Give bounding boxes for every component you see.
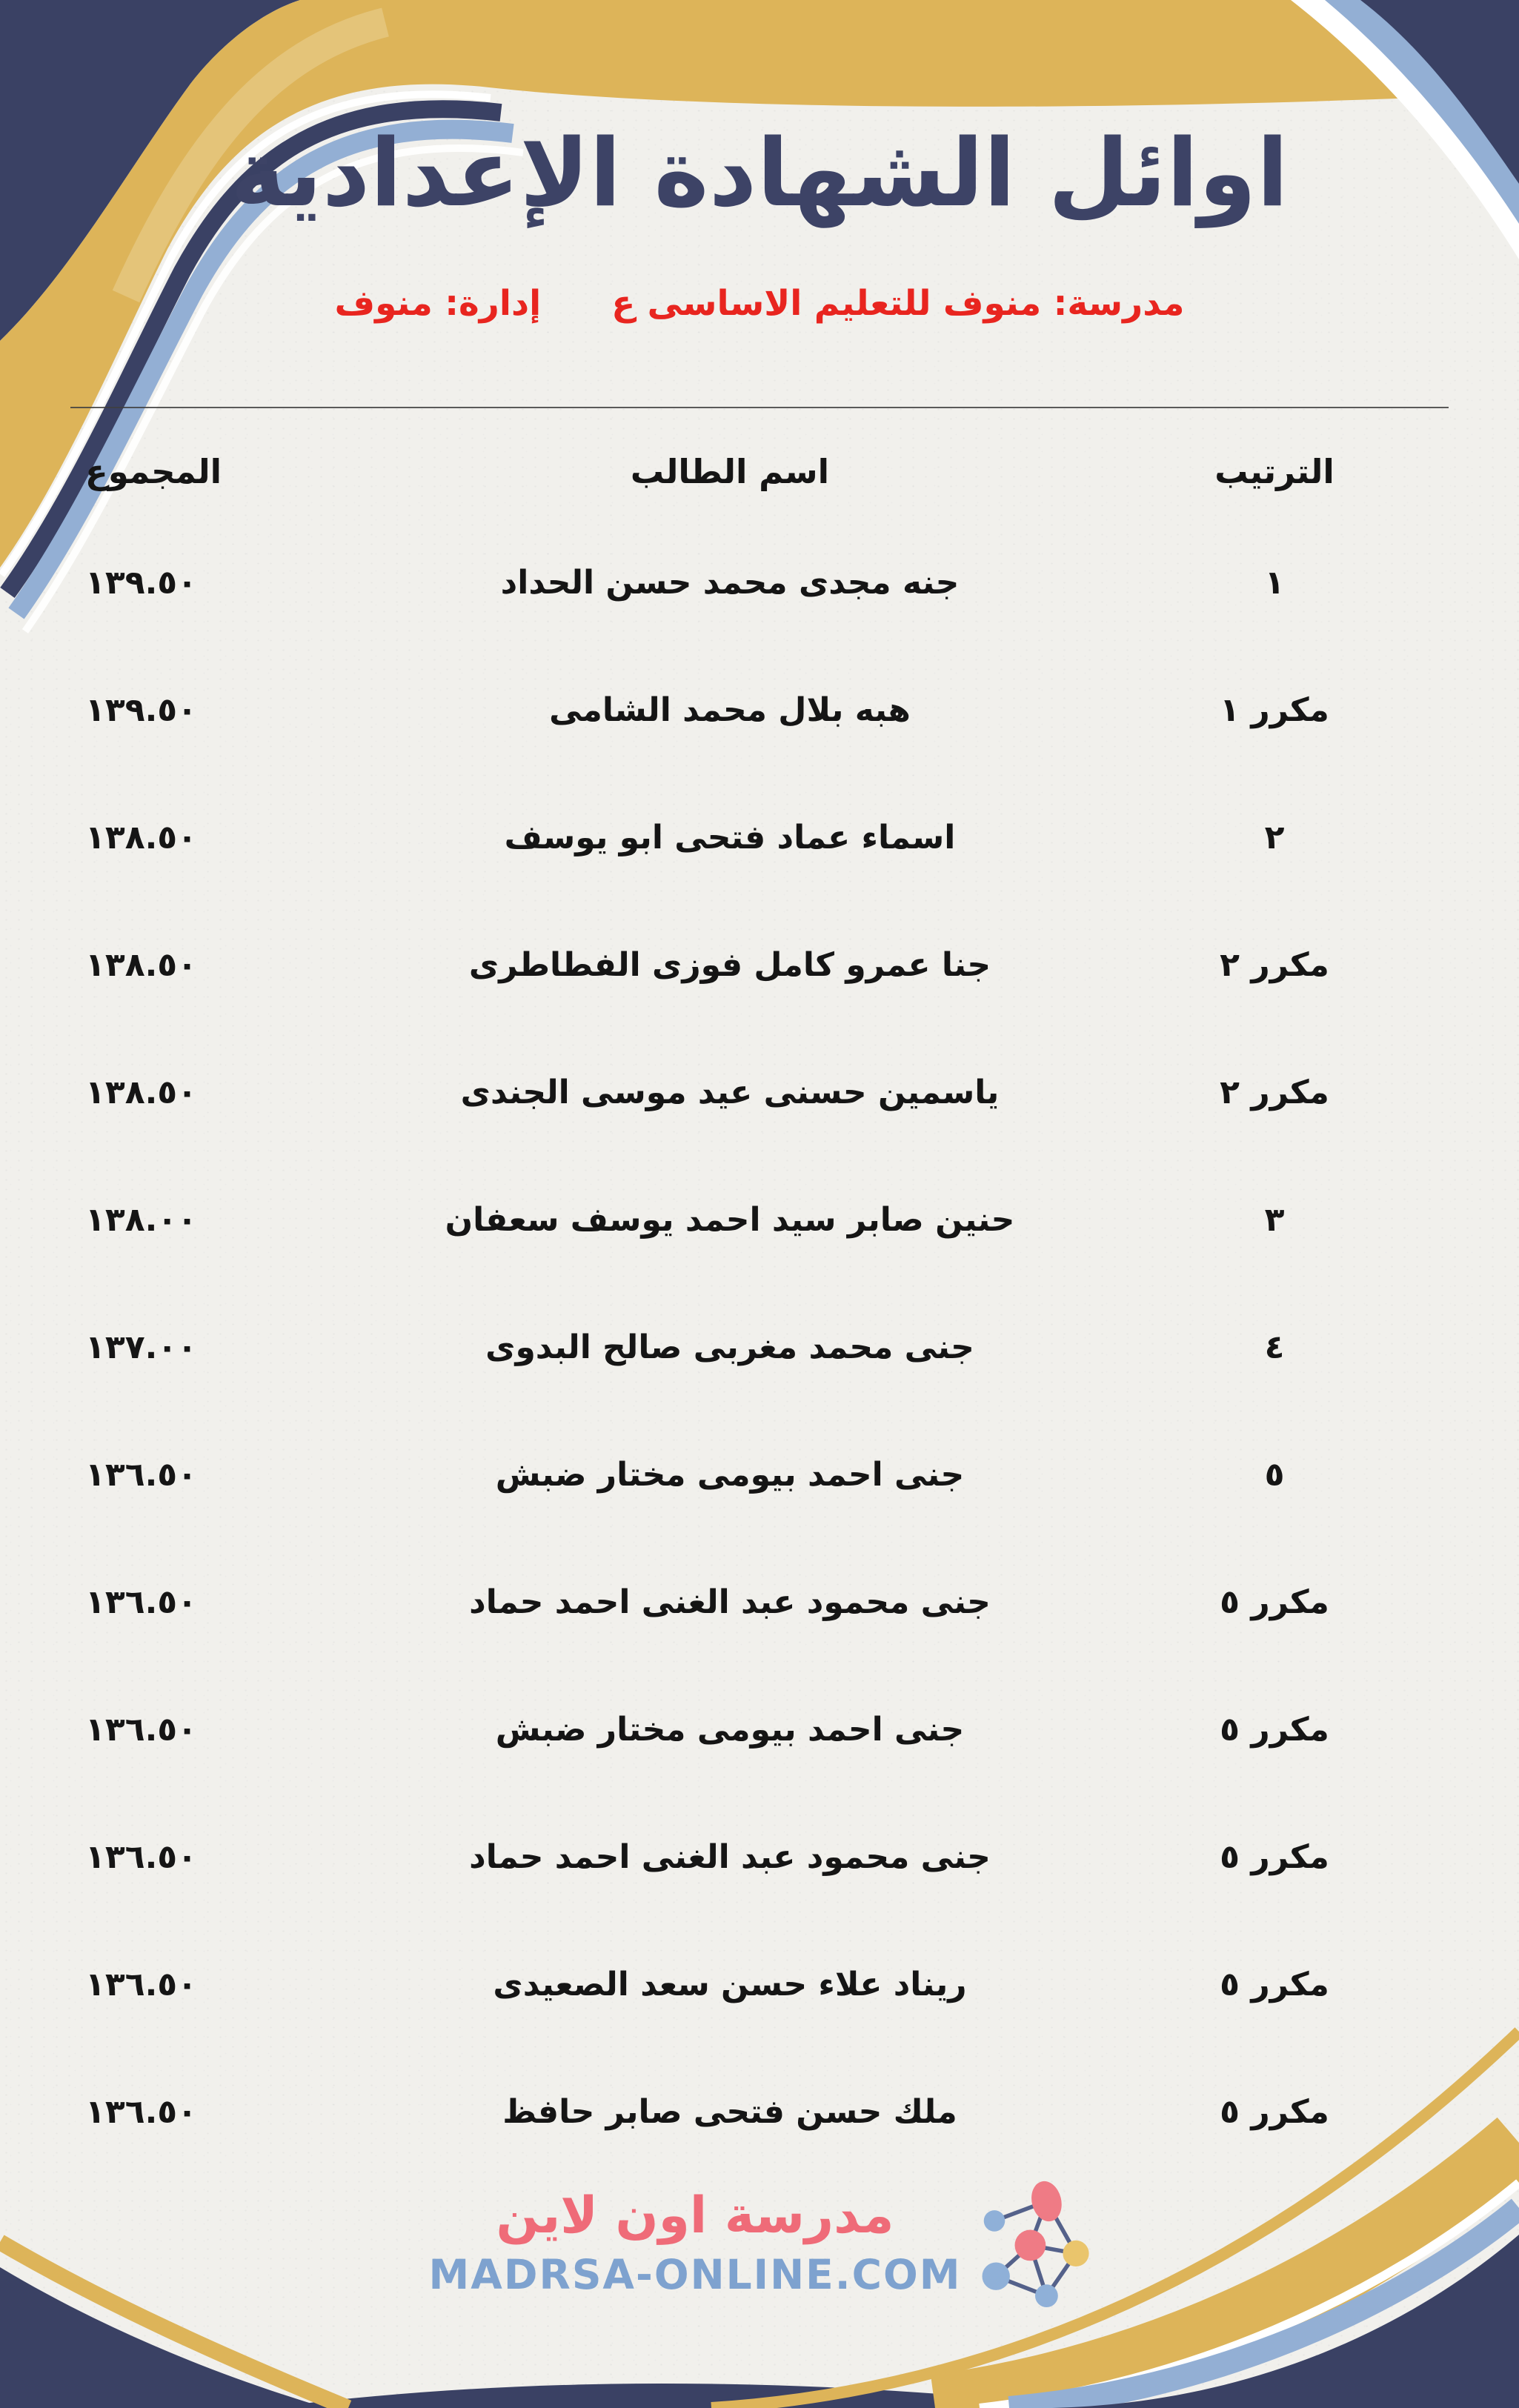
name-cell: ياسمين حسنى عيد موسى الجندى — [460, 1073, 1000, 1111]
rank-cell: مكرر ٥ — [1220, 2092, 1329, 2131]
table-header-row — [52, 424, 1467, 519]
table-row — [52, 901, 1467, 1028]
rank-cell: ٤ — [1264, 1328, 1285, 1366]
total-cell: ١٣٨.٠٠ — [85, 1200, 197, 1239]
total-cell: ١٣٦.٥٠ — [85, 1710, 197, 1749]
name-cell: جنا عمرو كامل فوزى الفطاطرى — [468, 945, 991, 984]
network-logo-icon — [980, 2177, 1090, 2307]
table-row — [52, 1283, 1467, 1411]
total-cell: ١٣٦.٥٠ — [85, 1837, 197, 1876]
table-row — [52, 1411, 1467, 1538]
table-row — [52, 774, 1467, 901]
name-cell: حنين صابر سيد احمد يوسف سعفان — [445, 1200, 1015, 1239]
total-cell: ١٣٩.٥٠ — [85, 563, 197, 602]
rank-cell: مكرر ٥ — [1220, 1837, 1329, 1876]
name-cell: جنى محمد مغربى صالح البدوى — [485, 1328, 974, 1366]
rank-cell: مكرر ٥ — [1220, 1710, 1329, 1749]
name-cell: ريناد علاء حسن سعد الصعيدى — [493, 1965, 967, 2003]
total-cell: ١٣٩.٥٠ — [85, 691, 197, 729]
rank-cell: ٢ — [1264, 818, 1285, 857]
table-row — [52, 1538, 1467, 1666]
logo-arabic-text: مدرسة اون لاين — [496, 2186, 894, 2245]
total-cell: ١٣٦.٥٠ — [85, 1455, 197, 1494]
name-cell: جنه مجدى محمد حسن الحداد — [500, 563, 960, 602]
total-cell: ١٣٦.٥٠ — [85, 2092, 197, 2131]
rank-cell: مكرر ١ — [1220, 691, 1329, 729]
total-cell: ١٣٦.٥٠ — [85, 1583, 197, 1621]
name-cell: جنى احمد بيومى مختار ضبش — [495, 1710, 965, 1749]
rank-cell: ١ — [1264, 563, 1285, 602]
total-cell: ١٣٦.٥٠ — [85, 1965, 197, 2003]
total-cell: ١٣٨.٥٠ — [85, 945, 197, 984]
name-cell: جنى محمود عبد الغنى احمد حماد — [469, 1837, 991, 1876]
table-row — [52, 646, 1467, 774]
name-cell: ملك حسن فتحى صابر حافظ — [502, 2092, 957, 2131]
logo-english-text: MADRSA-ONLINE.COM — [428, 2250, 962, 2298]
page-title: اوائل الشهادة الإعدادية — [230, 119, 1289, 227]
table-row — [52, 1920, 1467, 2048]
school-label: مدرسة: منوف للتعليم الاساسى ع — [611, 283, 1185, 324]
total-cell: ١٣٨.٥٠ — [85, 818, 197, 857]
header-total: المجموع — [85, 451, 222, 491]
total-cell: ١٣٨.٥٠ — [85, 1073, 197, 1111]
logo-text-block — [429, 2186, 962, 2298]
header-rank: الترتيب — [1214, 451, 1334, 491]
rank-cell: مكرر ٢ — [1220, 945, 1329, 984]
results-table — [0, 424, 1519, 2175]
rank-cell: مكرر ٥ — [1220, 1583, 1329, 1621]
table-row — [52, 519, 1467, 646]
rank-cell: مكرر ٢ — [1220, 1073, 1329, 1111]
name-cell: اسماء عماد فتحى ابو يوسف — [504, 818, 956, 857]
header-name: اسم الطالب — [630, 451, 830, 491]
rank-cell: ٥ — [1264, 1455, 1285, 1494]
table-row — [52, 1793, 1467, 1920]
table-row — [52, 1666, 1467, 1793]
table-row — [52, 1156, 1467, 1283]
subtitle — [0, 283, 1519, 324]
table-row — [52, 1028, 1467, 1156]
table-row — [52, 2048, 1467, 2175]
total-cell: ١٣٧.٠٠ — [85, 1328, 197, 1366]
name-cell: جنى احمد بيومى مختار ضبش — [495, 1455, 965, 1494]
administration-label: إدارة: منوف — [334, 283, 542, 324]
footer-logo — [0, 2177, 1519, 2307]
divider-line — [70, 407, 1449, 408]
name-cell: جنى محمود عبد الغنى احمد حماد — [469, 1583, 991, 1621]
rank-cell: مكرر ٥ — [1220, 1965, 1329, 2003]
name-cell: هبه بلال محمد الشامى — [549, 691, 911, 729]
rank-cell: ٣ — [1264, 1200, 1285, 1239]
